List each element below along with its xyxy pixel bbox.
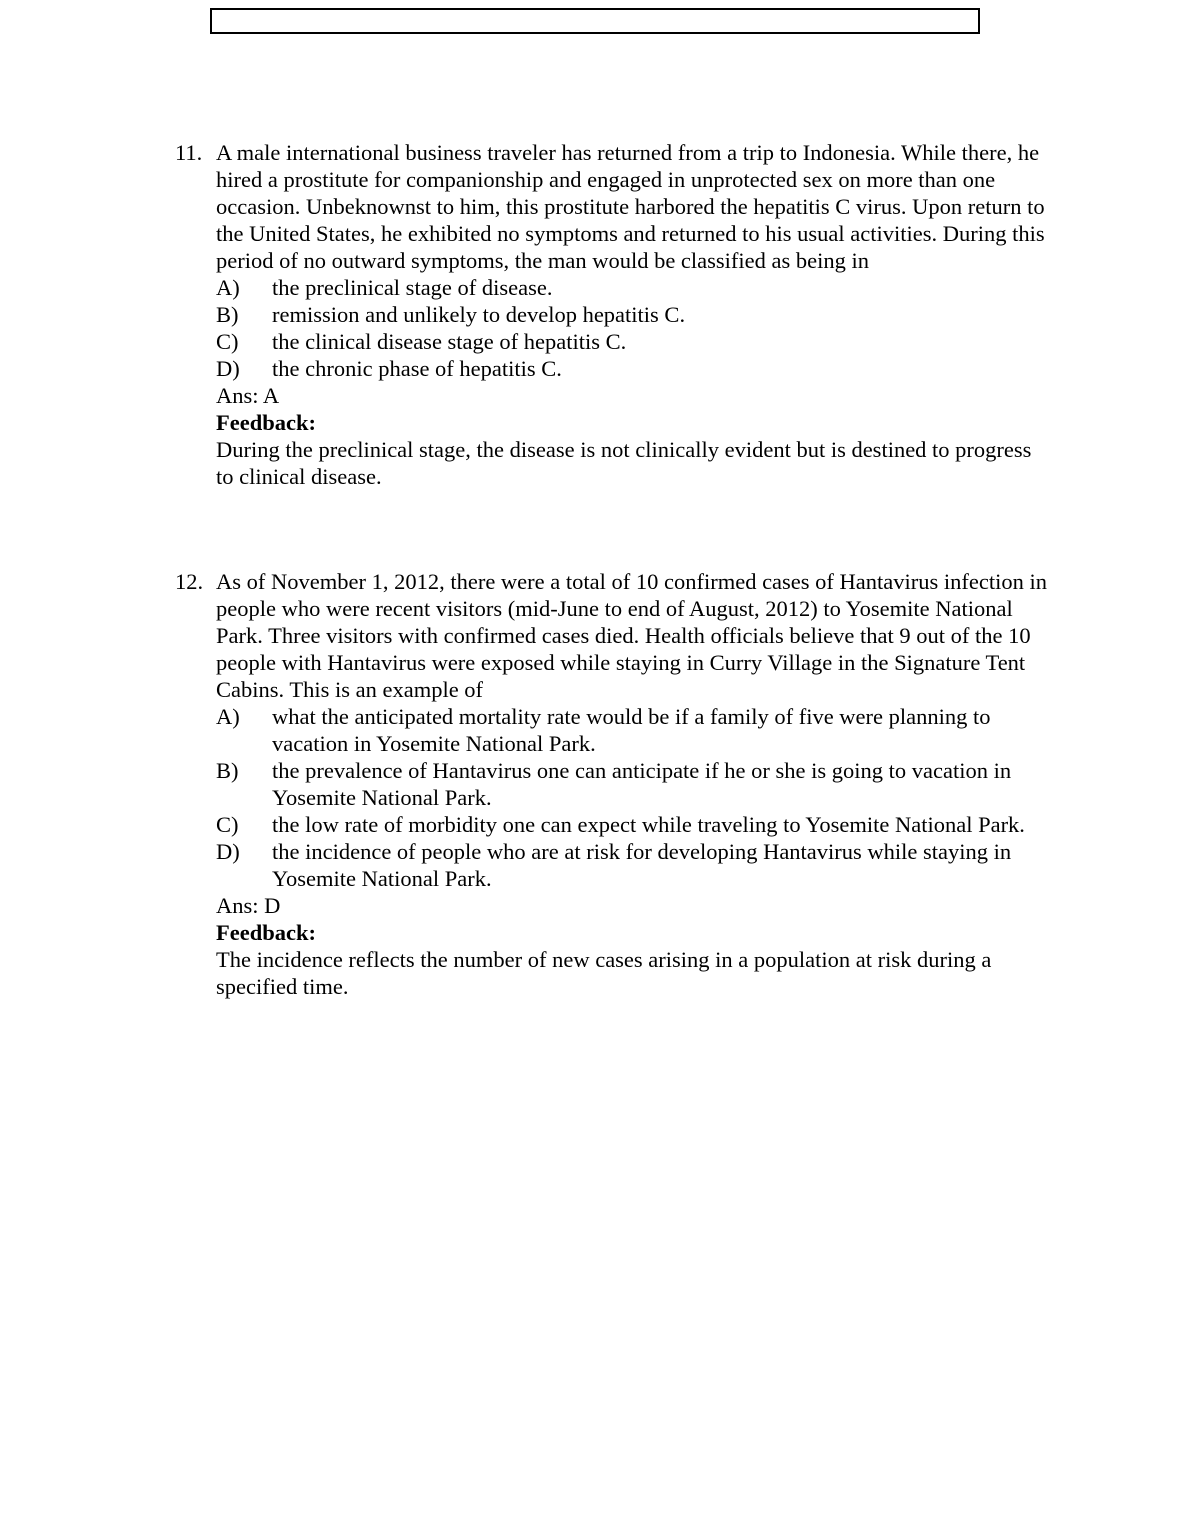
choice-c bbox=[216, 811, 1051, 838]
choice-a bbox=[216, 703, 1051, 757]
choice-b bbox=[216, 757, 1051, 811]
choice-b bbox=[216, 301, 1051, 328]
choice-text: the chronic phase of hepatitis C. bbox=[272, 356, 562, 381]
choice-d bbox=[216, 355, 1051, 382]
feedback-text: During the preclinical stage, the disease is not clinically evident but is destined to progress to clinical disease. bbox=[216, 437, 1032, 489]
answer: Ans: D bbox=[216, 893, 281, 918]
header-box bbox=[210, 8, 980, 34]
choice-letter: D) bbox=[216, 356, 240, 381]
question-12 bbox=[175, 568, 1055, 1000]
choice-a bbox=[216, 274, 1051, 301]
choice-letter: C) bbox=[216, 812, 239, 837]
question-body bbox=[216, 139, 1051, 490]
choice-text: the incidence of people who are at risk for developing Hantavirus while staying in Yosemite National Park. bbox=[272, 839, 1012, 891]
choice-letter: D) bbox=[216, 839, 240, 864]
choice-text: what the anticipated mortality rate would be if a family of five were planning to vacation in Yosemite National Park. bbox=[272, 704, 991, 756]
question-stem: A male international business traveler has returned from a trip to Indonesia. While there, he hired a prostitute for companionship and engaged in unprotected sex on more than one occasion. Unbeknownst to him, this prostitute harbored the hepatitis C virus. Upon return to the United States, he exhibited no symptoms and returned to his usual activities. During this period of no outward symptoms, the man would be classified as being in bbox=[216, 140, 1045, 273]
question-stem: As of November 1, 2012, there were a total of 10 confirmed cases of Hantavirus infection in people who were recent visitors (mid-June to end of August, 2012) to Yosemite National Park. Three visitors with confirmed cases died. Health officials believe that 9 out of the 10 people with Hantavirus were exposed while staying in Curry Village in the Signature Tent Cabins. This is an example of bbox=[216, 569, 1047, 702]
choice-letter: B) bbox=[216, 758, 239, 783]
question-11 bbox=[175, 139, 1055, 490]
feedback-label: Feedback: bbox=[216, 920, 316, 945]
choice-text: the prevalence of Hantavirus one can anticipate if he or she is going to vacation in Yosemite National Park. bbox=[272, 758, 1012, 810]
choice-text: the low rate of morbidity one can expect while traveling to Yosemite National Park. bbox=[272, 812, 1025, 837]
choice-text: remission and unlikely to develop hepatitis C. bbox=[272, 302, 686, 327]
question-number: 11. bbox=[175, 140, 203, 165]
choice-letter: C) bbox=[216, 329, 239, 354]
question-number: 12. bbox=[175, 569, 204, 594]
choice-c bbox=[216, 328, 1051, 355]
choice-letter: B) bbox=[216, 302, 239, 327]
choice-d bbox=[216, 838, 1051, 892]
choice-text: the preclinical stage of disease. bbox=[272, 275, 553, 300]
choice-letter: A) bbox=[216, 275, 240, 300]
choice-letter: A) bbox=[216, 704, 240, 729]
answer: Ans: A bbox=[216, 383, 280, 408]
question-body bbox=[216, 568, 1051, 1000]
feedback-label: Feedback: bbox=[216, 410, 316, 435]
choice-text: the clinical disease stage of hepatitis C. bbox=[272, 329, 627, 354]
feedback-text: The incidence reflects the number of new cases arising in a population at risk during a specified time. bbox=[216, 947, 992, 999]
